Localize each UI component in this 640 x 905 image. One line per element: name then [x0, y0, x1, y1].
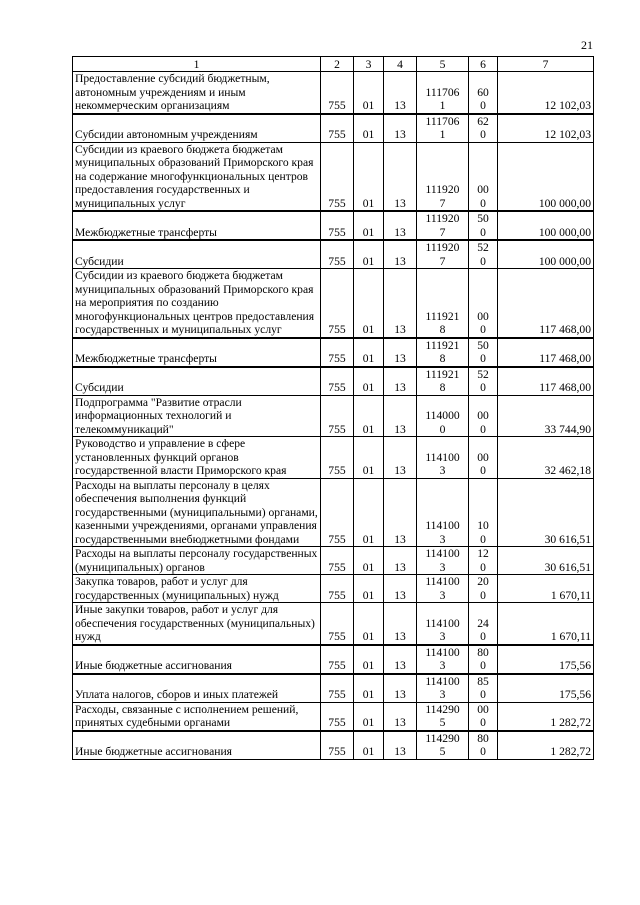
row-vr-code: 00 0 — [469, 269, 498, 338]
table-row — [73, 240, 594, 269]
row-vr-code: 00 0 — [469, 395, 498, 437]
row-gr-code: 755 — [321, 269, 354, 338]
row-csr-code: 114100 3 — [417, 603, 469, 645]
row-name: Подпрограмма "Развитие отрасли информационных технологий и телекоммуникаций" — [73, 395, 321, 437]
row-rz-code: 01 — [354, 395, 384, 437]
row-gr-code: 755 — [321, 142, 354, 211]
row-pr-code: 13 — [384, 269, 417, 338]
row-name: Иные бюджетные ассигнования — [73, 645, 321, 674]
row-amount: 33 744,90 — [498, 395, 594, 437]
row-name: Расходы, связанные с исполнением решений, принятых судебными органами — [73, 702, 321, 731]
header-cell-1: 1 — [73, 57, 321, 72]
row-gr-code: 755 — [321, 437, 354, 479]
row-gr-code: 755 — [321, 478, 354, 547]
row-csr-code: 114100 3 — [417, 645, 469, 674]
row-gr-code: 755 — [321, 114, 354, 143]
table-row — [73, 575, 594, 603]
row-gr-code: 755 — [321, 603, 354, 645]
row-csr-code: 114290 5 — [417, 731, 469, 760]
budget-table — [72, 56, 594, 760]
row-name: Расходы на выплаты персоналу государственных (муниципальных) органов — [73, 547, 321, 575]
row-vr-code: 50 0 — [469, 338, 498, 367]
table-row — [73, 437, 594, 479]
row-csr-code: 114100 3 — [417, 674, 469, 703]
row-gr-code: 755 — [321, 211, 354, 240]
row-rz-code: 01 — [354, 114, 384, 143]
row-csr-code: 111706 1 — [417, 114, 469, 143]
row-rz-code: 01 — [354, 731, 384, 760]
table-row — [73, 645, 594, 674]
table-row — [73, 367, 594, 396]
row-amount: 117 468,00 — [498, 367, 594, 396]
row-csr-code: 111920 7 — [417, 240, 469, 269]
table-row — [73, 731, 594, 760]
row-rz-code: 01 — [354, 702, 384, 731]
row-gr-code: 755 — [321, 367, 354, 396]
row-gr-code: 755 — [321, 338, 354, 367]
row-gr-code: 755 — [321, 731, 354, 760]
row-name: Иные закупки товаров, работ и услуг для обеспечения государственных (муниципальных) нужд — [73, 603, 321, 645]
row-csr-code: 111920 7 — [417, 142, 469, 211]
table-row — [73, 395, 594, 437]
row-vr-code: 10 0 — [469, 478, 498, 547]
row-name: Субсидии — [73, 367, 321, 396]
row-vr-code: 50 0 — [469, 211, 498, 240]
row-name: Закупка товаров, работ и услуг для государственных (муниципальных) нужд — [73, 575, 321, 603]
row-rz-code: 01 — [354, 575, 384, 603]
row-vr-code: 52 0 — [469, 367, 498, 396]
row-vr-code: 20 0 — [469, 575, 498, 603]
row-rz-code: 01 — [354, 547, 384, 575]
row-rz-code: 01 — [354, 142, 384, 211]
row-gr-code: 755 — [321, 240, 354, 269]
row-name: Межбюджетные трансферты — [73, 211, 321, 240]
header-cell-6: 6 — [469, 57, 498, 72]
row-rz-code: 01 — [354, 240, 384, 269]
row-pr-code: 13 — [384, 72, 417, 114]
table-row — [73, 72, 594, 114]
table-row — [73, 211, 594, 240]
row-pr-code: 13 — [384, 603, 417, 645]
table-row — [73, 142, 594, 211]
header-cell-3: 3 — [354, 57, 384, 72]
header-cell-4: 4 — [384, 57, 417, 72]
row-csr-code: 111921 8 — [417, 269, 469, 338]
row-gr-code: 755 — [321, 395, 354, 437]
row-csr-code: 114100 3 — [417, 437, 469, 479]
row-name: Уплата налогов, сборов и иных платежей — [73, 674, 321, 703]
row-rz-code: 01 — [354, 603, 384, 645]
row-pr-code: 13 — [384, 367, 417, 396]
row-vr-code: 80 0 — [469, 731, 498, 760]
table-row — [73, 478, 594, 547]
row-rz-code: 01 — [354, 674, 384, 703]
header-cell-7: 7 — [498, 57, 594, 72]
table-row — [73, 269, 594, 338]
row-vr-code: 24 0 — [469, 603, 498, 645]
row-gr-code: 755 — [321, 547, 354, 575]
row-csr-code: 114100 3 — [417, 575, 469, 603]
row-pr-code: 13 — [384, 731, 417, 760]
row-name: Руководство и управление в сфере установленных функций органов государственной власти Приморского края — [73, 437, 321, 479]
header-cell-2: 2 — [321, 57, 354, 72]
row-rz-code: 01 — [354, 338, 384, 367]
row-amount: 1 282,72 — [498, 702, 594, 731]
row-amount: 1 670,11 — [498, 575, 594, 603]
row-vr-code: 00 0 — [469, 142, 498, 211]
row-pr-code: 13 — [384, 437, 417, 479]
row-csr-code: 114290 5 — [417, 702, 469, 731]
row-amount: 1 670,11 — [498, 603, 594, 645]
row-pr-code: 13 — [384, 702, 417, 731]
row-gr-code: 755 — [321, 702, 354, 731]
row-amount: 12 102,03 — [498, 114, 594, 143]
row-amount: 30 616,51 — [498, 547, 594, 575]
table-body — [73, 57, 594, 760]
row-rz-code: 01 — [354, 72, 384, 114]
row-pr-code: 13 — [384, 142, 417, 211]
row-amount: 100 000,00 — [498, 142, 594, 211]
table-row — [73, 603, 594, 645]
row-pr-code: 13 — [384, 240, 417, 269]
table-row — [73, 702, 594, 731]
row-amount: 100 000,00 — [498, 240, 594, 269]
row-rz-code: 01 — [354, 437, 384, 479]
row-amount: 117 468,00 — [498, 269, 594, 338]
row-pr-code: 13 — [384, 211, 417, 240]
table-row — [73, 114, 594, 143]
row-rz-code: 01 — [354, 367, 384, 396]
row-gr-code: 755 — [321, 575, 354, 603]
row-pr-code: 13 — [384, 338, 417, 367]
row-gr-code: 755 — [321, 645, 354, 674]
row-pr-code: 13 — [384, 575, 417, 603]
row-vr-code: 85 0 — [469, 674, 498, 703]
row-csr-code: 114100 3 — [417, 478, 469, 547]
row-name: Межбюджетные трансферты — [73, 338, 321, 367]
table-row — [73, 674, 594, 703]
row-rz-code: 01 — [354, 478, 384, 547]
row-amount: 175,56 — [498, 674, 594, 703]
row-amount: 1 282,72 — [498, 731, 594, 760]
row-csr-code: 111920 7 — [417, 211, 469, 240]
row-csr-code: 111921 8 — [417, 338, 469, 367]
row-csr-code: 114000 0 — [417, 395, 469, 437]
row-csr-code: 111706 1 — [417, 72, 469, 114]
row-rz-code: 01 — [354, 269, 384, 338]
row-name: Субсидии из краевого бюджета бюджетам муниципальных образований Приморского края на содержание многофункциональных центров предоставления государственных и муниципальных услуг — [73, 142, 321, 211]
row-gr-code: 755 — [321, 674, 354, 703]
row-rz-code: 01 — [354, 211, 384, 240]
row-pr-code: 13 — [384, 645, 417, 674]
row-vr-code: 12 0 — [469, 547, 498, 575]
row-amount: 12 102,03 — [498, 72, 594, 114]
row-vr-code: 62 0 — [469, 114, 498, 143]
row-vr-code: 80 0 — [469, 645, 498, 674]
row-csr-code: 114100 3 — [417, 547, 469, 575]
table-row — [73, 547, 594, 575]
row-name: Субсидии из краевого бюджета бюджетам муниципальных образований Приморского края на мероприятия по созданию многофункциональных центров предоставления государственных и муниципальных услуг — [73, 269, 321, 338]
page-number: 21 — [581, 38, 593, 52]
row-amount: 175,56 — [498, 645, 594, 674]
row-amount: 32 462,18 — [498, 437, 594, 479]
row-pr-code: 13 — [384, 478, 417, 547]
row-name: Предоставление субсидий бюджетным, автономным учреждениям и иным некоммерческим организациям — [73, 72, 321, 114]
row-name: Субсидии автономным учреждениям — [73, 114, 321, 143]
row-pr-code: 13 — [384, 395, 417, 437]
header-cell-5: 5 — [417, 57, 469, 72]
row-csr-code: 111921 8 — [417, 367, 469, 396]
row-rz-code: 01 — [354, 645, 384, 674]
row-amount: 100 000,00 — [498, 211, 594, 240]
row-vr-code: 52 0 — [469, 240, 498, 269]
table-header-row — [73, 57, 594, 72]
row-vr-code: 00 0 — [469, 437, 498, 479]
row-amount: 30 616,51 — [498, 478, 594, 547]
row-vr-code: 00 0 — [469, 702, 498, 731]
row-name: Субсидии — [73, 240, 321, 269]
table-row — [73, 338, 594, 367]
row-amount: 117 468,00 — [498, 338, 594, 367]
row-gr-code: 755 — [321, 72, 354, 114]
row-name: Иные бюджетные ассигнования — [73, 731, 321, 760]
row-pr-code: 13 — [384, 114, 417, 143]
row-pr-code: 13 — [384, 547, 417, 575]
row-name: Расходы на выплаты персоналу в целях обеспечения выполнения функций государственными (муниципальными) органами, казенными учреждениями, органами управления государственными внебюджетными фондами — [73, 478, 321, 547]
row-vr-code: 60 0 — [469, 72, 498, 114]
row-pr-code: 13 — [384, 674, 417, 703]
